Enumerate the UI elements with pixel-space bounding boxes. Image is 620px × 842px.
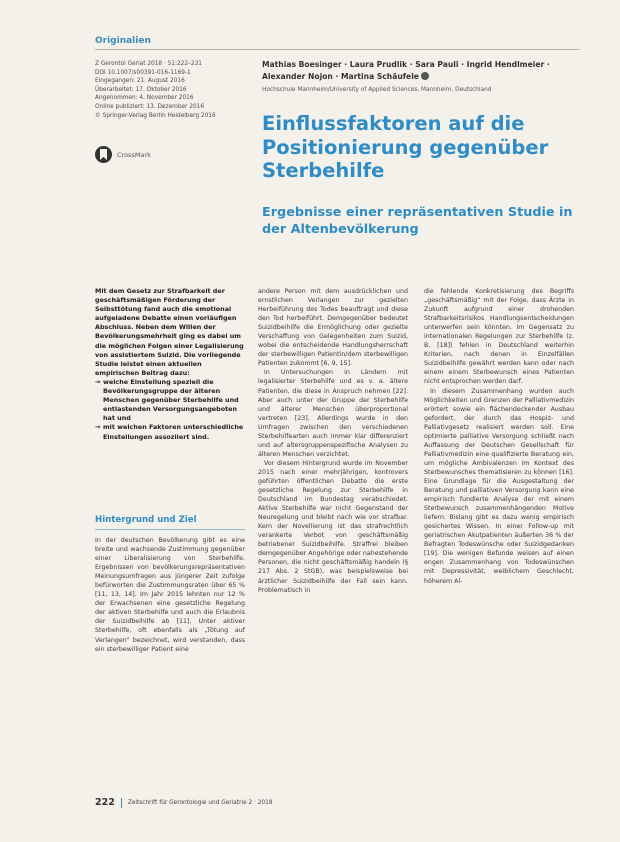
affiliation: Hochschule Mannheim/University of Applied Sciences, Mannheim, Deutschland <box>262 87 492 93</box>
meta-accepted: Angenommen: 4. November 2016 <box>95 95 194 102</box>
body-column-2 <box>258 287 408 773</box>
author-list <box>262 59 562 83</box>
abstract-bullet: → welche Einstellung speziell die Bevölkerungsgruppe der älteren Menschen gegenüber Sterbehilfe und entlastenden Versorgungsangeboten hat und <box>95 378 245 423</box>
abstract-bullets <box>95 378 245 442</box>
orcid-icon[interactable] <box>421 72 429 80</box>
article-metadata <box>95 60 260 120</box>
page-footer <box>95 797 272 808</box>
section-heading-intro: Hintergrund und Ziel <box>95 515 197 525</box>
authors-line-2: Alexander Nojon · Martina Schäufele <box>262 72 419 81</box>
article-subtitle: Ergebnisse einer repräsentativen Studie in der Altenbevölkerung <box>262 205 573 237</box>
meta-revised: Überarbeitet: 17. Oktober 2016 <box>95 86 187 93</box>
body-column-3 <box>424 287 574 773</box>
crossmark-icon <box>95 146 112 163</box>
crossmark-label: CrossMark <box>117 150 151 159</box>
authors-line-1: Mathias Boesinger · Laura Prudlik · Sara Pauli · Ingrid Hendlmeier · <box>262 60 550 69</box>
meta-received: Eingegangen: 21. August 2016 <box>95 78 185 85</box>
meta-doi[interactable]: DOI 10.1007/s00391-016-1169-1 <box>95 69 191 76</box>
section-label: Originalien <box>95 36 151 46</box>
paragraph: Vor diesem Hintergrund wurde im November 2015 nach einer mehrjährigen, kontrovers geführten öffentlichen Debatte die erste gesetzliche Regelung zur Sterbehilfe in Deutschland im Bundestag verabschiedet. Aktive Sterbehilfe war nicht Gegenstand der Neuregelung und bleibt nach wie vor strafbar. Kern der Novellierung ist das strafrechtlich verankerte Verbot von geschäftsmäßig betriebener Suizidbeihilfe. Straffrei bleiben demgegenüber Angehörige oder nahestehende Personen, die nicht geschäftsmäßig handeln (§ 217 Abs. 2 StGB), was beispielsweise bei ärztlicher Suizidbeihilfe der Fall sein kann. Problematisch in <box>258 459 408 594</box>
meta-published: Online publiziert: 13. Dezember 2016 <box>95 103 205 110</box>
abstract-bullet: → mit welchen Faktoren unterschiedliche Einstellungen assoziiert sind. <box>95 423 245 441</box>
paragraph: die fehlende Konkretisierung des Begriffs „geschäftsmäßig“ mit der Folge, dass Ärzte in Zukunft aufgrund einer drohenden Strafbarkeitsrisikos Handlungsentscheidungen unterwerfen sein könnten. Im Gegensatz zu internationalen Regelungen zur Sterbehilfe (z. B. [18]) fehlen in Deutschland weiterhin Kriterien, nach denen in Einzelfällen Suizidbeihilfe gewährt werden kann oder nach einem einem Sterbewunsch eines Patienten nicht entsprochen werden darf. <box>424 288 574 386</box>
body-column-1 <box>95 536 245 772</box>
abstract <box>95 287 245 442</box>
heading-rule <box>95 529 245 530</box>
header-divider <box>95 49 580 50</box>
paragraph: andere Person mit dem ausdrücklichen und ernstlichen Verlangen zur gezielten Herbeiführung des Todes beauftragt und diese den Tod herbeiführt. Demgegenüber bedeutet Suizidbeihilfe die Ermöglichung oder gezielte Verschaffung von Gelegenheiten zum Suizid, wobei die entscheidende Handlungsherrschaft der sterbewilligen Patientin/dem sterbewilligen Patienten zukommt [6, 9, 15]. <box>258 288 408 368</box>
footer-divider <box>121 798 122 808</box>
meta-citation: Z Gerontol Geriat 2018 · 51:222–231 <box>95 61 202 67</box>
crossmark-badge[interactable] <box>95 146 151 163</box>
paragraph: In diesem Zusammenhang wurden auch Möglichkeiten und Grenzen der Palliativmedizin erörtert sowie ein flächendeckender Ausbau gefordert, der durch das Hospiz- und Palliativgesetz realisiert werden soll. Eine optimierte palliative Versorgung schließt nach Auffassung der Deutschen Gesellschaft für Palliativmedizin eine qualifizierte Beratung ein, um mögliche Ambivalenzen im Kontext des Sterbewunsches thematisieren zu können [16]. Eine Grundlage für die Ausgestaltung der Beratung und palliativen Versorgung kann eine empirisch fundierte Analyse der mit einem Sterbewunsch zusammenhängenden Motive liefern. Bislang gibt es dazu wenig empirisch gesichertes Wissen. In einer Follow-up mit geriatrischen Akutpatienten äußerten 36 % der Befragten Todeswünsche oder Suizidgedanken [19]. Die wenigen Befunde weisen auf einen engen Zusammenhang von Todeswünschen mit Depressivität, weiblichem Geschlecht, höherem Al- <box>424 387 574 585</box>
journal-name: Zeitschrift für Gerontologie und Geriatrie 2 · 2018 <box>127 799 273 806</box>
page-number: 222 <box>95 797 115 808</box>
paragraph: In Untersuchungen in Ländern mit legalisierter Sterbehilfe und es v. a. ältere Patienten, die diese in Anspruch nehmen [22]. Aber auch unter der Gruppe der Sterbehilfe und älterer Menschen überproportional vertreten [23]. Allerdings wurde in den Umfragen zwischen den verschiedenen Sterbehilfearten auch immer klar differenziert und auf altersgruppenspezifische Analysen zu älteren Menschen verzichtet. <box>258 369 408 458</box>
article-title: Einflussfaktoren auf die Positionierung gegenüber Sterbehilfe <box>262 112 549 182</box>
meta-copyright: © Springer-Verlag Berlin Heidelberg 2016 <box>95 112 216 119</box>
paragraph: In der deutschen Bevölkerung gibt es eine breite und wachsende Zustimmung gegenüber einer Liberalisierung von Sterbehilfe. Ergebnissen von bevölkerungsrepräsentativen Meinungsumfragen aus jüngerer Zeit zufolge befürworten die Zustimmungsraten über 65 % [11, 13, 14]. Im Jahr 2015 lehnten nur 12 % der Erwachsenen eine gesetzliche Regelung der aktiven Sterbehilfe und auch die Erlaubnis der Suizidbeihilfe ab [11]. Unter aktiver Sterbehilfe, oft ebenfalls als „Tötung auf Verlangen“ bezeichnet, wird verstanden, dass ein sterbewilliger Patient eine <box>95 537 245 653</box>
abstract-text: Mit dem Gesetz zur Strafbarkeit der geschäftsmäßigen Förderung der Selbsttötung fand auch die emotional aufgeladene Debatte einen vorläufigen Abschluss. Neben dem Willen der Bevölkerungsmehrheit ging es dabei um die möglichen Folgen einer Legalisierung von assistiertem Suizid. Die vorliegende Studie leistet einen aktuellen empirischen Beitrag dazu: <box>95 287 244 377</box>
